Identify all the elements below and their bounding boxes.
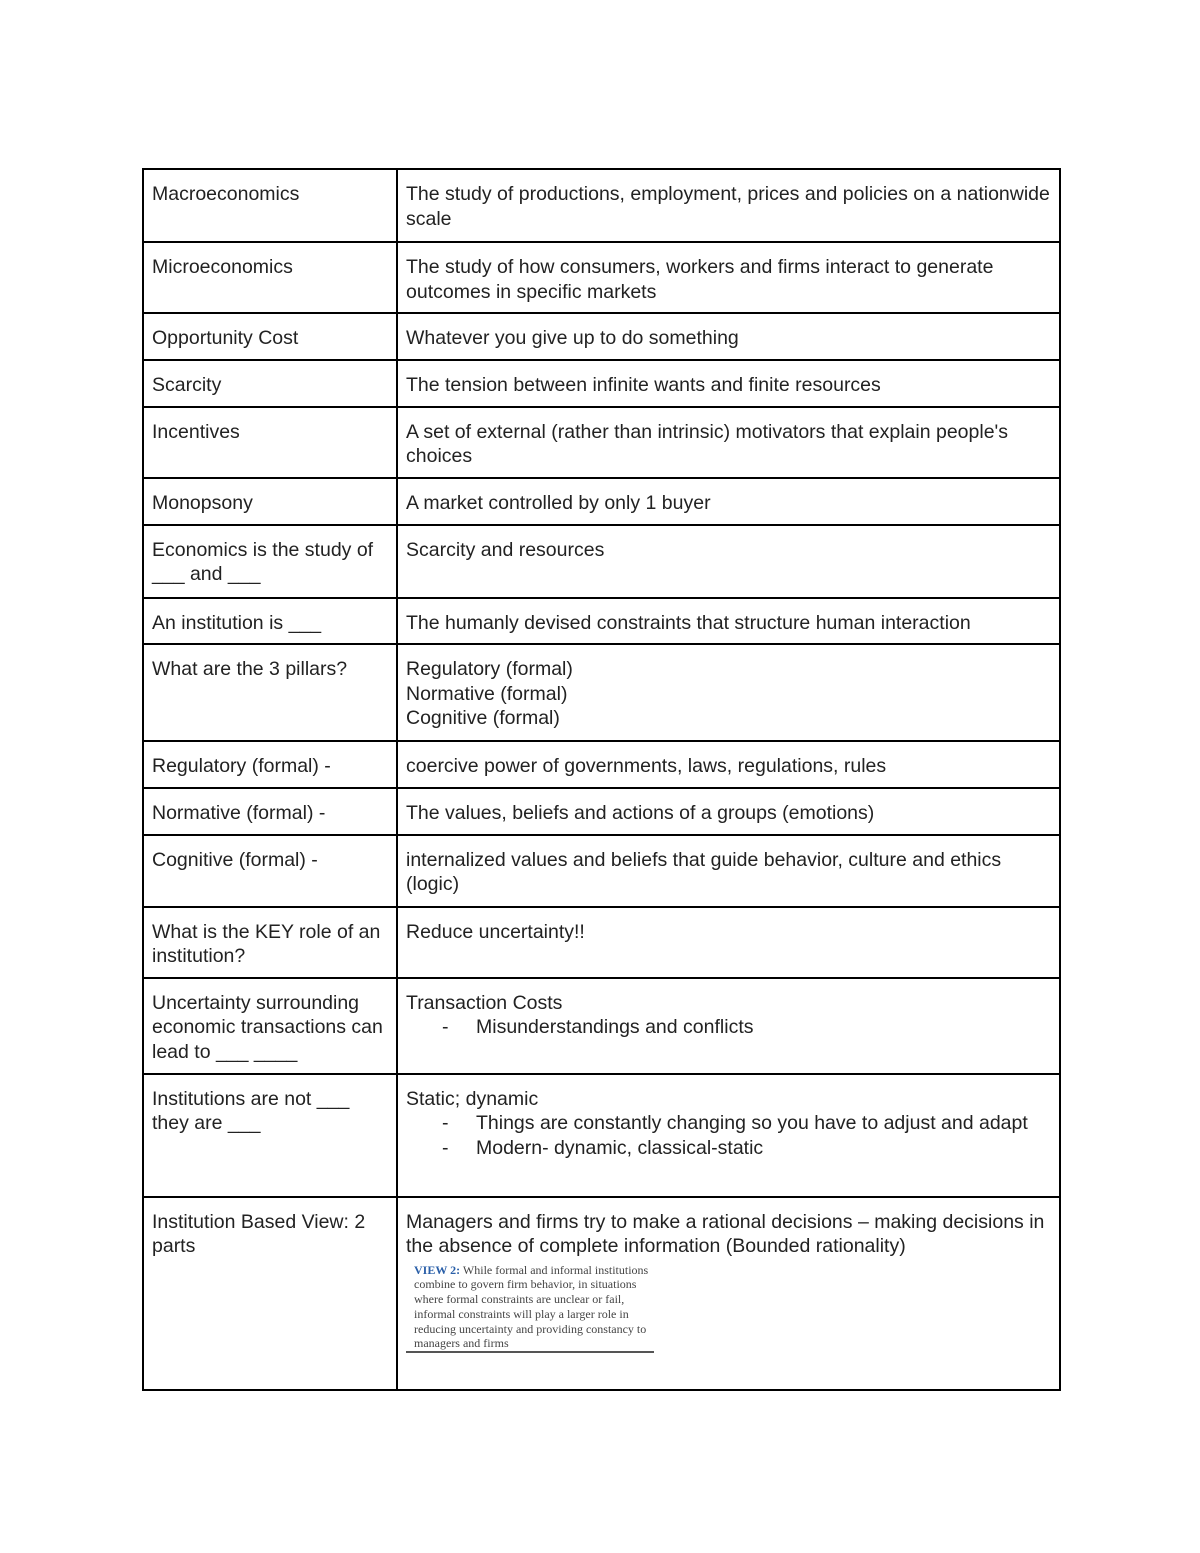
term: What is the KEY role of an institution? bbox=[152, 920, 381, 967]
term-cell bbox=[143, 978, 397, 1074]
term-cell bbox=[143, 741, 397, 788]
definition-cell bbox=[397, 242, 1060, 313]
bullet-list bbox=[406, 1111, 1051, 1160]
term-cell bbox=[143, 313, 397, 360]
definition: Managers and firms try to make a rational decisions – making decisions in the absence of complete information (Bounded rationality) bbox=[406, 1210, 1045, 1257]
definition-cell bbox=[397, 835, 1060, 907]
term: What are the 3 pillars? bbox=[152, 658, 348, 680]
definition-line: Cognitive (formal) bbox=[406, 707, 560, 729]
embedded-text-image bbox=[406, 1263, 654, 1354]
term-cell bbox=[143, 644, 397, 741]
bullet-list bbox=[406, 1015, 1051, 1040]
definition-cell bbox=[397, 313, 1060, 360]
image-label: VIEW 2: bbox=[414, 1262, 461, 1277]
term: An institution is ___ bbox=[152, 611, 322, 634]
table-row bbox=[143, 907, 1060, 978]
terms-table bbox=[142, 168, 1061, 1391]
term: Macroeconomics bbox=[152, 183, 300, 205]
definition-line: Regulatory (formal) bbox=[406, 658, 573, 680]
table-row bbox=[143, 360, 1060, 407]
table-row bbox=[143, 242, 1060, 313]
term: Uncertainty surrounding economic transactions can lead to ___ ____ bbox=[152, 991, 383, 1063]
bullet-item: - Things are constantly changing so you have to adjust and adapt bbox=[430, 1111, 1051, 1136]
definition: Static; dynamic bbox=[406, 1087, 539, 1110]
definition: Whatever you give up to do something bbox=[406, 327, 739, 349]
definition: Scarcity and resources bbox=[406, 538, 605, 561]
definition-cell bbox=[397, 360, 1060, 407]
term: Economics is the study of ___ and ___ bbox=[152, 538, 374, 585]
term-cell bbox=[143, 907, 397, 978]
term-cell bbox=[143, 360, 397, 407]
definition-cell bbox=[397, 1197, 1060, 1390]
term: Cognitive (formal) - bbox=[152, 848, 318, 871]
term: Institutions are not ___ they are ___ bbox=[152, 1087, 350, 1134]
term: Microeconomics bbox=[152, 256, 293, 278]
definition: The study of productions, employment, prices and policies on a nationwide scale bbox=[406, 183, 1050, 230]
definition-cell bbox=[397, 407, 1060, 478]
term: Opportunity Cost bbox=[152, 327, 299, 349]
table-row bbox=[143, 978, 1060, 1074]
table-row bbox=[143, 835, 1060, 907]
term: Normative (formal) - bbox=[152, 802, 326, 824]
table-row bbox=[143, 169, 1060, 242]
definition: The study of how consumers, workers and firms interact to generate outcomes in specific markets bbox=[406, 256, 994, 303]
definition-cell bbox=[397, 169, 1060, 242]
bullet-item: - Misunderstandings and conflicts bbox=[430, 1015, 1051, 1040]
term-cell bbox=[143, 525, 397, 598]
definition-cell bbox=[397, 598, 1060, 645]
table-row bbox=[143, 525, 1060, 598]
definition: A market controlled by only 1 buyer bbox=[406, 491, 711, 514]
definition: The values, beliefs and actions of a groups (emotions) bbox=[406, 802, 875, 824]
definition: A set of external (rather than intrinsic) motivators that explain people's choices bbox=[406, 420, 1009, 467]
term: Monopsony bbox=[152, 491, 253, 514]
table-row bbox=[143, 741, 1060, 788]
term-cell bbox=[143, 169, 397, 242]
definition-cell bbox=[397, 525, 1060, 598]
definition: Transaction Costs bbox=[406, 991, 563, 1014]
term: Scarcity bbox=[152, 374, 222, 396]
definition-cell bbox=[397, 978, 1060, 1074]
definition: internalized values and beliefs that guide behavior, culture and ethics (logic) bbox=[406, 848, 1002, 895]
table-row bbox=[143, 644, 1060, 741]
term: Institution Based View: 2 parts bbox=[152, 1210, 366, 1257]
definition-cell bbox=[397, 741, 1060, 788]
term-cell bbox=[143, 835, 397, 907]
definition-cell bbox=[397, 1074, 1060, 1197]
table-row bbox=[143, 598, 1060, 645]
term-cell bbox=[143, 788, 397, 835]
term-cell bbox=[143, 242, 397, 313]
definition-cell bbox=[397, 788, 1060, 835]
table-row bbox=[143, 1197, 1060, 1390]
definition-line: Normative (formal) bbox=[406, 682, 568, 705]
table-row bbox=[143, 788, 1060, 835]
table-row bbox=[143, 313, 1060, 360]
image-text: While formal and informal institutions combine to govern firm behavior, in situations where formal constraints are unclear or fail, informal constraints will play a larger role in reducing uncertainty and providing constancy to managers and firms bbox=[414, 1262, 649, 1351]
definition: The tension between infinite wants and finite resources bbox=[406, 374, 881, 396]
table-row bbox=[143, 1074, 1060, 1197]
definition: Reduce uncertainty!! bbox=[406, 920, 585, 943]
bullet-item: - Modern- dynamic, classical-static bbox=[430, 1136, 1051, 1161]
definition: coercive power of governments, laws, regulations, rules bbox=[406, 755, 887, 777]
definition-cell bbox=[397, 907, 1060, 978]
term-cell bbox=[143, 1197, 397, 1390]
term: Regulatory (formal) - bbox=[152, 755, 331, 777]
term-cell bbox=[143, 478, 397, 525]
table-row bbox=[143, 407, 1060, 478]
term-cell bbox=[143, 1074, 397, 1197]
definition-cell bbox=[397, 478, 1060, 525]
term-cell bbox=[143, 598, 397, 645]
definition-cell bbox=[397, 644, 1060, 741]
definition: The humanly devised constraints that structure human interaction bbox=[406, 611, 971, 634]
table-row bbox=[143, 478, 1060, 525]
term-cell bbox=[143, 407, 397, 478]
term: Incentives bbox=[152, 420, 240, 443]
